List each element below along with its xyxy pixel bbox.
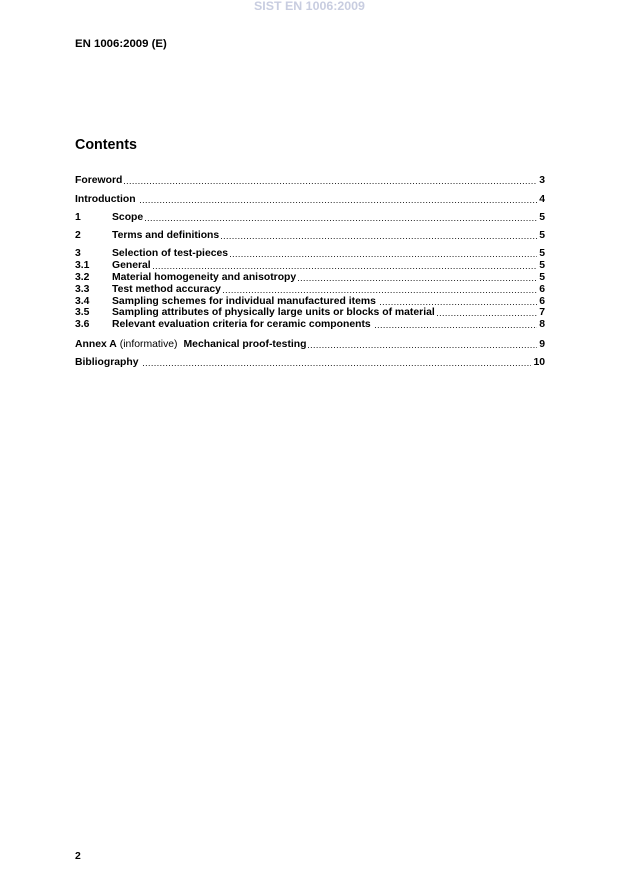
toc-entry-terms-and-definitions[interactable]	[75, 230, 545, 242]
dot-leader	[153, 260, 538, 272]
toc-entry-evaluation-criteria[interactable]	[75, 319, 545, 331]
toc-entry-number: 3.4	[75, 295, 90, 307]
toc-entry-page: 6	[539, 295, 545, 307]
toc-entry-page: 5	[539, 272, 545, 283]
toc-entry-introduction[interactable]	[75, 194, 545, 206]
toc-entry-number: 3.6	[75, 319, 90, 330]
toc-entry-title: Material homogeneity and anisotropy	[112, 272, 297, 283]
toc-entry-page: 8	[539, 319, 545, 330]
toc-entry-title: Foreword	[75, 175, 123, 186]
toc-entry-bibliography[interactable]	[75, 357, 545, 369]
toc-entry-title: Terms and definitions	[112, 230, 220, 241]
toc-entry-title: General	[112, 260, 151, 271]
toc-entry-title: Introduction	[75, 194, 136, 205]
toc-entry-page: 7	[539, 307, 545, 318]
dot-leader	[298, 272, 537, 284]
toc-entry-annex-a[interactable]	[75, 339, 545, 351]
toc-entry-number: 3	[75, 248, 81, 259]
toc-entry-page: 9	[539, 339, 545, 350]
dot-leader	[124, 175, 537, 187]
dot-leader	[140, 194, 538, 206]
toc-entry-selection-of-test-pieces[interactable]	[75, 248, 545, 260]
toc-entry-title: Selection of test-pieces	[112, 248, 229, 259]
toc-entry-sampling-attributes[interactable]	[75, 307, 545, 319]
toc-entry-number: 3.3	[75, 284, 90, 295]
toc-annex-qualifier: (informative)	[119, 339, 178, 350]
dot-leader	[308, 339, 537, 351]
page-number: 2	[75, 851, 81, 862]
toc-entry-foreword[interactable]	[75, 175, 545, 187]
dot-leader	[375, 319, 538, 331]
toc-entry-title: Scope	[112, 212, 144, 223]
dot-leader	[221, 230, 537, 242]
toc-entry-number: 3.5	[75, 307, 90, 318]
toc-entry-page: 5	[539, 260, 545, 271]
toc-entry-test-method-accuracy[interactable]	[75, 284, 545, 296]
toc-entry-title: Test method accuracy	[112, 284, 221, 295]
toc-entry-title: Sampling schemes for individual manufactured items	[112, 295, 376, 307]
toc-entry-page: 5	[539, 212, 545, 223]
dot-leader	[145, 212, 537, 224]
dot-leader	[437, 307, 537, 319]
toc-entry-title: Sampling attributes of physically large units or blocks of material	[112, 307, 435, 318]
toc-entry-number: 3.1	[75, 260, 90, 271]
dot-leader	[223, 284, 537, 296]
toc-entry-scope[interactable]	[75, 212, 545, 224]
watermark: SIST EN 1006:2009	[254, 0, 365, 13]
document-id-header: EN 1006:2009 (E)	[75, 38, 167, 50]
toc-entry-title: Bibliography	[75, 357, 139, 368]
toc-entry-title: Mechanical proof-testing	[183, 339, 307, 350]
toc-entry-sampling-schemes[interactable]	[75, 296, 545, 308]
dot-leader	[380, 296, 537, 308]
dot-leader	[143, 357, 532, 369]
toc-entry-number: 1	[75, 212, 81, 223]
toc-entry-number: 3.2	[75, 272, 90, 283]
contents-heading: Contents	[75, 137, 137, 153]
toc-entry-page: 5	[539, 230, 545, 241]
toc-entry-page: 10	[533, 357, 545, 368]
toc-entry-page: 3	[539, 175, 545, 186]
toc-entry-page: 5	[539, 248, 545, 259]
toc-entry-number: 2	[75, 230, 81, 241]
toc-annex-label: Annex A	[75, 339, 117, 350]
toc-entry-title: Relevant evaluation criteria for ceramic components	[112, 319, 371, 330]
toc-entry-material-homogeneity[interactable]	[75, 272, 545, 284]
toc-entry-general[interactable]	[75, 260, 545, 272]
toc-entry-page: 6	[539, 284, 545, 295]
dot-leader	[230, 248, 537, 260]
toc-entry-page: 4	[539, 194, 545, 205]
